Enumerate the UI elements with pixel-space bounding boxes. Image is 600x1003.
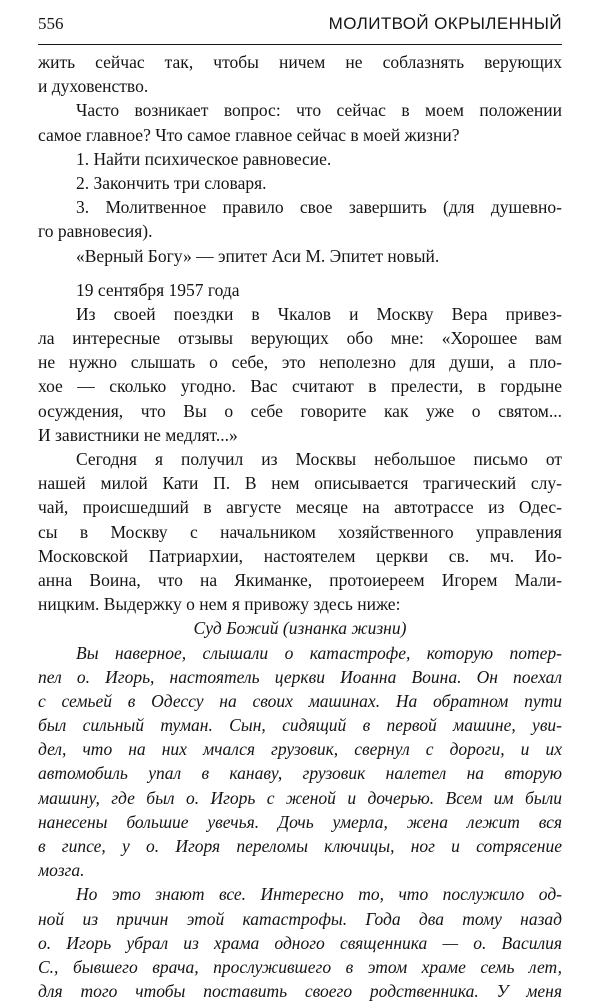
quote-line: в гипсе, у о. Игоря переломы ключицы, ног и сотрясение [38, 836, 562, 856]
text-line: самое главное? Что самое главное сейчас в моей жизни? [38, 124, 460, 145]
text-line: Московской Патриархии, настоятелем церкви св. мч. Ио- [38, 545, 562, 566]
quote-line: мозга. [38, 860, 85, 881]
quote-line: нанесены большие увечья. Дочь умерла, жена лежит вся [38, 811, 562, 832]
text-line: го равновесия). [38, 221, 153, 242]
running-title: МОЛИТВОЙ ОКРЫЛЕННЫЙ [328, 14, 562, 33]
page-body [38, 50, 562, 1003]
list-item: 1. Найти психическое равновесие. [76, 148, 332, 169]
quote-line: автомобиль упал в канаву, грузовик налетел на вторую [38, 763, 562, 784]
page-number: 556 [38, 14, 64, 33]
text-line: «Верный Богу» — эпитет Аси М. Эпитет новый. [76, 245, 440, 266]
quote-line: Вы наверное, слышали о катастрофе, которую потер- [76, 642, 562, 663]
book-page [38, 14, 562, 1003]
text-line: и духовенство. [38, 76, 149, 97]
text-line: хое — сколько угодно. Вас считают в прелести, в гордыне [38, 376, 562, 397]
quote-line: о. Игорь убрал из храма одного священника — о. Василия [38, 932, 562, 953]
text-line: Часто возникает вопрос: что сейчас в моем положении [76, 100, 562, 121]
quote-line: машину, где был о. Игорь с женой и дочерью. Всем им были [38, 787, 562, 808]
text-line: Из своей поездки в Чкалов и Москву Вера привез- [76, 303, 562, 324]
quote-title: Суд Божий (изнанка жизни) [193, 618, 407, 639]
text-line: чай, происшедший в августе месяце на автотрассе из Одес- [38, 497, 562, 518]
text-line: жить сейчас так, чтобы ничем не соблазнять верующих [38, 52, 562, 72]
text-line: не нужно слышать о себе, это неполезно для души, а пло- [38, 352, 562, 373]
quote-line: пел о. Игорь, настоятель церкви Иоанна Воина. Он поехал [38, 666, 562, 687]
list-item: 3. Молитвенное правило свое завершить (для душевно- [76, 197, 562, 218]
quote-line: ной из причин этой катастрофы. Года два тому назад [38, 908, 562, 929]
quote-line: был сильный туман. Сын, сидящий в первой машине, уви- [38, 715, 562, 736]
text-line: анна Воина, что на Якиманке, протоиереем Игорем Мали- [38, 569, 562, 590]
text-line: нашей милой Кати П. В нем описывается трагический слу- [38, 473, 562, 494]
page-header [38, 14, 562, 45]
quote-line: С., бывшего врача, прослужившего в этом храме семь лет, [38, 956, 562, 977]
date-heading: 19 сентября 1957 года [76, 279, 240, 300]
text-line: ла интересные отзывы верующих обо мне: «Хорошее вам [38, 328, 562, 349]
text-line: Сегодня я получил из Москвы небольшое письмо от [76, 449, 562, 469]
text-line: осуждения, что Вы о себе говорите как уже о святом... [38, 400, 562, 421]
text-line: сы в Москву с начальником хозяйственного управления [38, 521, 562, 542]
quote-line: дел, что на них мчался грузовик, свернул с дороги, и их [38, 739, 562, 760]
text-line: И завистники не медлят...» [38, 424, 238, 445]
list-item: 2. Закончить три словаря. [76, 172, 267, 193]
text-line: ницким. Выдержку о нем я привожу здесь ниже: [38, 594, 401, 615]
quote-line: для того чтобы поставить своего родственника. У меня [38, 981, 562, 1002]
quote-line: Но это знают все. Интересно то, что послужило од- [76, 884, 562, 905]
quote-line: с семьей в Одессу на своих машинах. На обратном пути [38, 690, 562, 711]
